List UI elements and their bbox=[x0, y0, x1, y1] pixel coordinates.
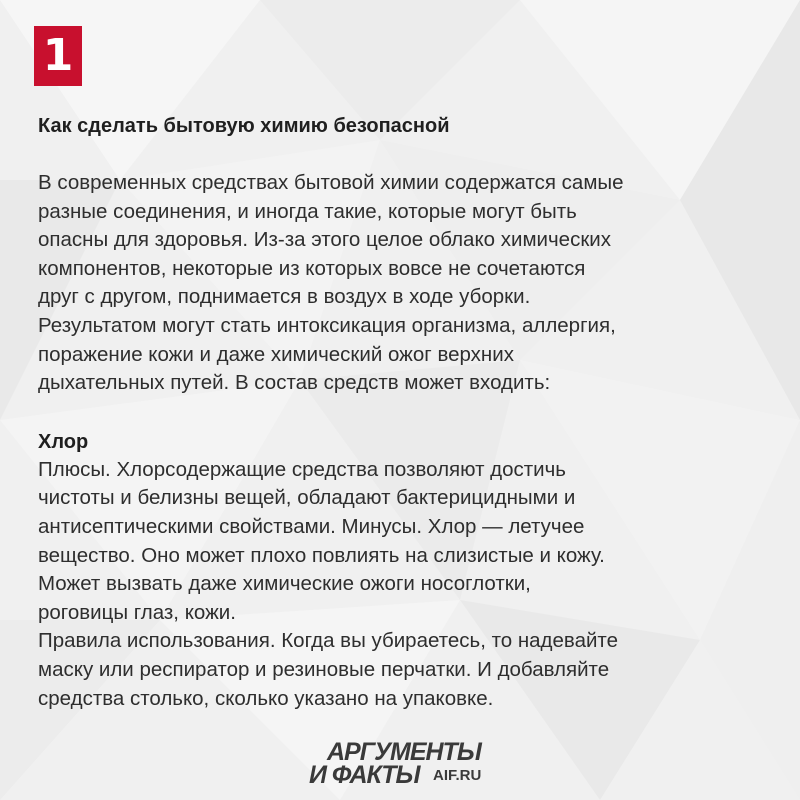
section-line: роговицы глаз, кожи. bbox=[38, 600, 236, 624]
section-line: антисептическими свойствами. Минусы. Хлор — летучее bbox=[38, 514, 585, 538]
section-line: Плюсы. Хлорсодержащие средства позволяют достичь bbox=[38, 457, 566, 481]
section-line: Может вызвать даже химические ожоги носоглотки, bbox=[38, 572, 531, 596]
logo-line-2: И ФАКТЫ bbox=[309, 761, 420, 789]
intro-line: поражение кожи и даже химический ожог верхних bbox=[38, 342, 514, 366]
article-title: Как сделать бытовую химию безопасной bbox=[38, 115, 450, 137]
intro-line: друг с другом, поднимается в воздух в ходе уборки. bbox=[38, 285, 531, 309]
article bbox=[38, 112, 768, 713]
intro-line: дыхательных путей. В состав средств может входить: bbox=[38, 371, 551, 395]
intro-line: В современных средствах бытовой химии содержатся самые bbox=[38, 171, 624, 194]
section-line: маску или респиратор и резиновые перчатки. И добавляйте bbox=[38, 657, 610, 681]
section-line: чистоты и белизны вещей, обладают бактерицидными и bbox=[38, 486, 576, 510]
logo-site: AIF.RU bbox=[433, 767, 482, 784]
intro-line: Результатом могут стать интоксикация организма, аллергия, bbox=[38, 313, 616, 337]
chlorine-paragraph bbox=[38, 456, 768, 713]
section-title-chlorine: Хлор bbox=[38, 430, 89, 453]
intro-line: опасны для здоровья. Из-за этого целое облако химических bbox=[38, 228, 611, 252]
section-line: Правила использования. Когда вы убираетесь, то надевайте bbox=[38, 629, 618, 653]
section-line: вещество. Оно может плохо повлиять на слизистые и кожу. bbox=[38, 543, 605, 567]
section-line: средства столько, сколько указано на упаковке. bbox=[38, 686, 494, 710]
aif-logo bbox=[305, 739, 515, 787]
intro-paragraph bbox=[38, 169, 768, 398]
intro-line: разные соединения, и иногда такие, которые могут быть bbox=[38, 199, 577, 223]
intro-line: компонентов, некоторые из которых вовсе не сочетаются bbox=[38, 256, 586, 280]
logo-line-1: АРГУМЕНТЫ bbox=[327, 738, 481, 766]
page-number-badge: 1 bbox=[34, 26, 82, 86]
